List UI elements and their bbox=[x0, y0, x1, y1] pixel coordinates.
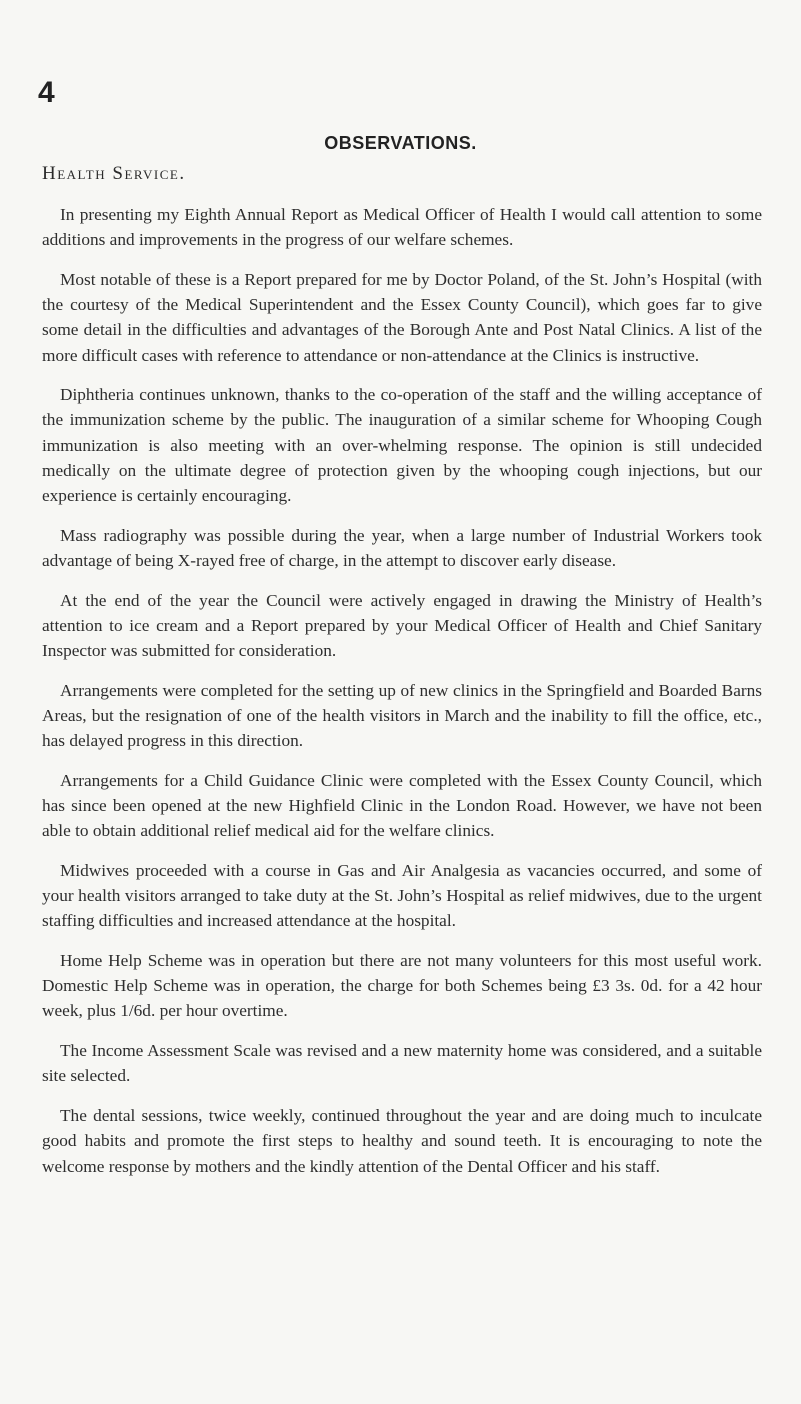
paragraph: Home Help Scheme was in operation but there are not many volunteers for this most useful work. Domestic Help Scheme was in operation, the charge for both Schemes being £3 3s. 0d. for a 42 hour week, plus 1/6d. per hour overtime. bbox=[42, 951, 762, 1021]
paragraph: Diphtheria continues unknown, thanks to the co-operation of the staff and the willing acceptance of the immunization scheme by the public. The inauguration of a similar scheme for Whooping Cough immunization is also meeting with an over-whelming response. The opinion is still undecided medically on the ultimate degree of protection given by the whooping cough injections, but our experience is certainly encouraging. bbox=[42, 385, 762, 506]
paragraph: The dental sessions, twice weekly, continued throughout the year and are doing much to inculcate good habits and promote the first steps to healthy and sound teeth. It is encouraging to note the welcome response by mothers and the kindly attention of the Dental Officer and his staff. bbox=[42, 1106, 762, 1176]
body-text bbox=[42, 202, 762, 1193]
section-title: Health Service. bbox=[42, 163, 186, 184]
paragraph: Arrangements for a Child Guidance Clinic were completed with the Essex County Council, which has since been opened at the new Highfield Clinic in the London Road. However, we have not been able to obtain additional relief medical aid for the welfare clinics. bbox=[42, 770, 762, 841]
paragraph: The Income Assessment Scale was revised and a new maternity home was considered, and a suitable site selected. bbox=[42, 1041, 762, 1086]
paragraph: At the end of the year the Council were actively engaged in drawing the Ministry of Health’s attention to ice cream and a Report prepared by your Medical Officer of Health and Chief Sanitary Inspector was submitted for consideration. bbox=[42, 590, 762, 661]
paragraph: In presenting my Eighth Annual Report as Medical Officer of Health I would call attention to some additions and improvements in the progress of our welfare schemes. bbox=[42, 205, 762, 250]
page-heading: OBSERVATIONS. bbox=[324, 133, 477, 153]
paragraph: Most notable of these is a Report prepared for me by Doctor Poland, of the St. John’s Hospital (with the courtesy of the Medical Superintendent and the Essex County Council), which goes far to give some detail in the difficulties and advantages of the Borough Ante and Post Natal Clinics. A list of the more difficult cases with reference to attendance or non-attendance at the Clinics is instructive. bbox=[42, 269, 762, 365]
page-number: 4 bbox=[38, 76, 55, 109]
paragraph: Mass radiography was possible during the year, when a large number of Industrial Workers took advantage of being X-rayed free of charge, in the attempt to discover early disease. bbox=[42, 525, 762, 570]
paragraph: Midwives proceeded with a course in Gas and Air Analgesia as vacancies occurred, and some of your health visitors arranged to take duty at the St. John’s Hospital as relief midwives, due to the urgent staffing difficulties and increased attendance at the hospital. bbox=[42, 860, 762, 931]
paragraph: Arrangements were completed for the setting up of new clinics in the Springfield and Boarded Barns Areas, but the resignation of one of the health visitors in March and the inability to fill the office, etc., has delayed progress in this direction. bbox=[42, 680, 762, 751]
